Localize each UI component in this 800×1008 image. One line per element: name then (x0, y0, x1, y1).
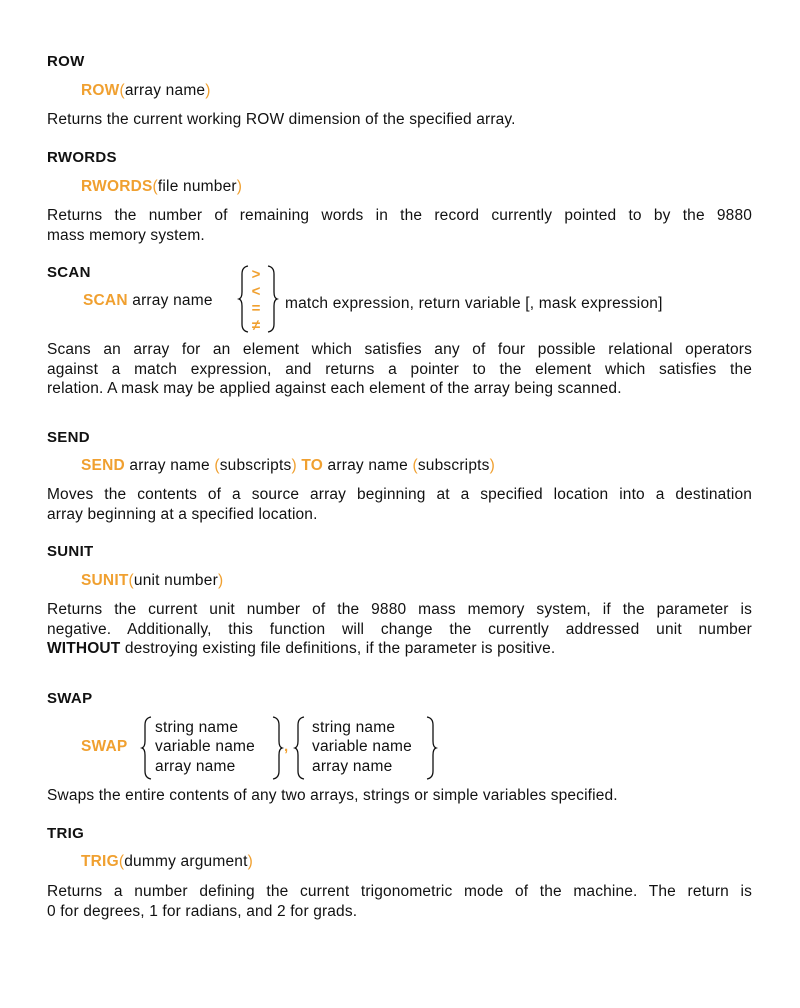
send-close-paren: ) (291, 457, 297, 474)
row-param: array name (124, 82, 206, 99)
scan-right-brace (265, 264, 279, 334)
send-subscripts-source: subscripts (219, 457, 292, 474)
row-heading: ROW (47, 53, 85, 70)
trig-param: dummy argument (124, 853, 248, 870)
scan-param: array name (132, 292, 213, 309)
send-subscripts-dest: subscripts (417, 457, 490, 474)
swap-option: variable name (312, 738, 412, 755)
swap-separator: , (284, 738, 289, 755)
rwords-heading: RWORDS (47, 149, 117, 166)
send-open-paren: ( (412, 457, 418, 474)
sunit-description (47, 600, 752, 659)
row-open-paren: ( (119, 82, 125, 99)
swap-heading: SWAP (47, 690, 93, 707)
sunit-close-paren: ) (217, 572, 224, 589)
scan-desc-line: against a match expression, and returns a pointer to the element which satisfies the (47, 360, 752, 378)
trig-keyword: TRIG (81, 853, 119, 870)
row-keyword: ROW (81, 82, 120, 99)
swap-option: variable name (155, 738, 255, 755)
sunit-desc-line: negative. Additionally, this function will change the currently addressed unit number (47, 620, 752, 638)
sunit-heading: SUNIT (47, 543, 94, 560)
scan-description (47, 340, 752, 399)
equals-operator: = (251, 300, 261, 317)
swap-option: string name (155, 719, 239, 736)
swap-description (47, 786, 752, 806)
swap-keyword: SWAP (81, 738, 128, 755)
send-syntax (81, 457, 495, 475)
scan-heading: SCAN (47, 264, 91, 281)
trig-close-paren: ) (247, 853, 253, 870)
trig-desc-line: 0 for degrees, 1 for radians, and 2 for grads. (47, 902, 358, 920)
rwords-desc-line: Returns the number of remaining words in the record currently pointed to by the 9880 (47, 207, 752, 224)
trig-description (47, 882, 752, 921)
swap-right-brace-2 (424, 715, 438, 781)
send-param-source: array name (129, 457, 210, 474)
greater-than-operator: > (251, 266, 261, 283)
sunit-desc-line (47, 639, 752, 659)
send-close-paren: ) (489, 457, 495, 474)
send-open-paren: ( (214, 457, 220, 474)
swap-desc-line: Swaps the entire contents of any two arrays, strings or simple variables specified. (47, 787, 618, 804)
send-desc-line: Moves the contents of a source array beginning at a specified location into a destination (47, 486, 752, 503)
send-param-dest: array name (327, 457, 408, 474)
sunit-desc-line: Returns the current unit number of the 9880 mass memory system, if the parameter is (47, 601, 752, 618)
sunit-keyword: SUNIT (81, 572, 129, 589)
sunit-param: unit number (133, 572, 218, 589)
send-keyword: SEND (81, 457, 125, 474)
scan-desc-line: relation. A mask may be applied against each element of the array being scanned. (47, 380, 622, 397)
less-than-operator: < (251, 283, 261, 300)
rwords-desc-line: mass memory system. (47, 226, 205, 244)
scan-desc-line: Scans an array for an element which satisfies any of four possible relational operators (47, 341, 752, 358)
sunit-open-paren: ( (128, 572, 134, 589)
trig-desc-line: Returns a number defining the current trigonometric mode of the machine. The return is (47, 883, 752, 900)
rwords-param: file number (157, 178, 237, 195)
trig-heading: TRIG (47, 825, 85, 842)
row-description (47, 110, 752, 130)
swap-right-brace-1 (270, 715, 284, 781)
swap-option: array name (312, 758, 393, 775)
sunit-desc-bold: WITHOUT (47, 640, 121, 657)
row-close-paren: ) (205, 82, 211, 99)
send-to-keyword: TO (301, 457, 324, 474)
swap-option: string name (312, 719, 396, 736)
not-equal-operator: ≠ (251, 317, 261, 334)
sunit-desc-rest: destroying existing file definitions, if the parameter is positive. (124, 640, 556, 657)
trig-syntax (81, 853, 253, 871)
send-description (47, 485, 752, 524)
scan-keyword: SCAN (83, 292, 128, 309)
rwords-close-paren: ) (236, 178, 243, 195)
trig-open-paren: ( (118, 853, 125, 870)
send-desc-line: array beginning at a specified location. (47, 505, 318, 523)
rwords-open-paren: ( (152, 178, 158, 195)
swap-keyword-wrap (81, 738, 127, 756)
send-heading: SEND (47, 429, 90, 446)
swap-option: array name (155, 758, 236, 775)
rwords-description (47, 206, 752, 245)
swap-left-brace-2 (294, 715, 308, 781)
row-desc-line: Returns the current working ROW dimension of the specified array. (47, 111, 516, 128)
rwords-syntax (81, 178, 242, 196)
row-syntax (81, 82, 211, 100)
rwords-keyword: RWORDS (81, 178, 153, 195)
swap-left-brace-1 (141, 715, 155, 781)
scan-rest: match expression, return variable [, mask expression] (285, 295, 663, 312)
scan-keyword-wrap (83, 292, 213, 310)
sunit-syntax (81, 572, 223, 590)
